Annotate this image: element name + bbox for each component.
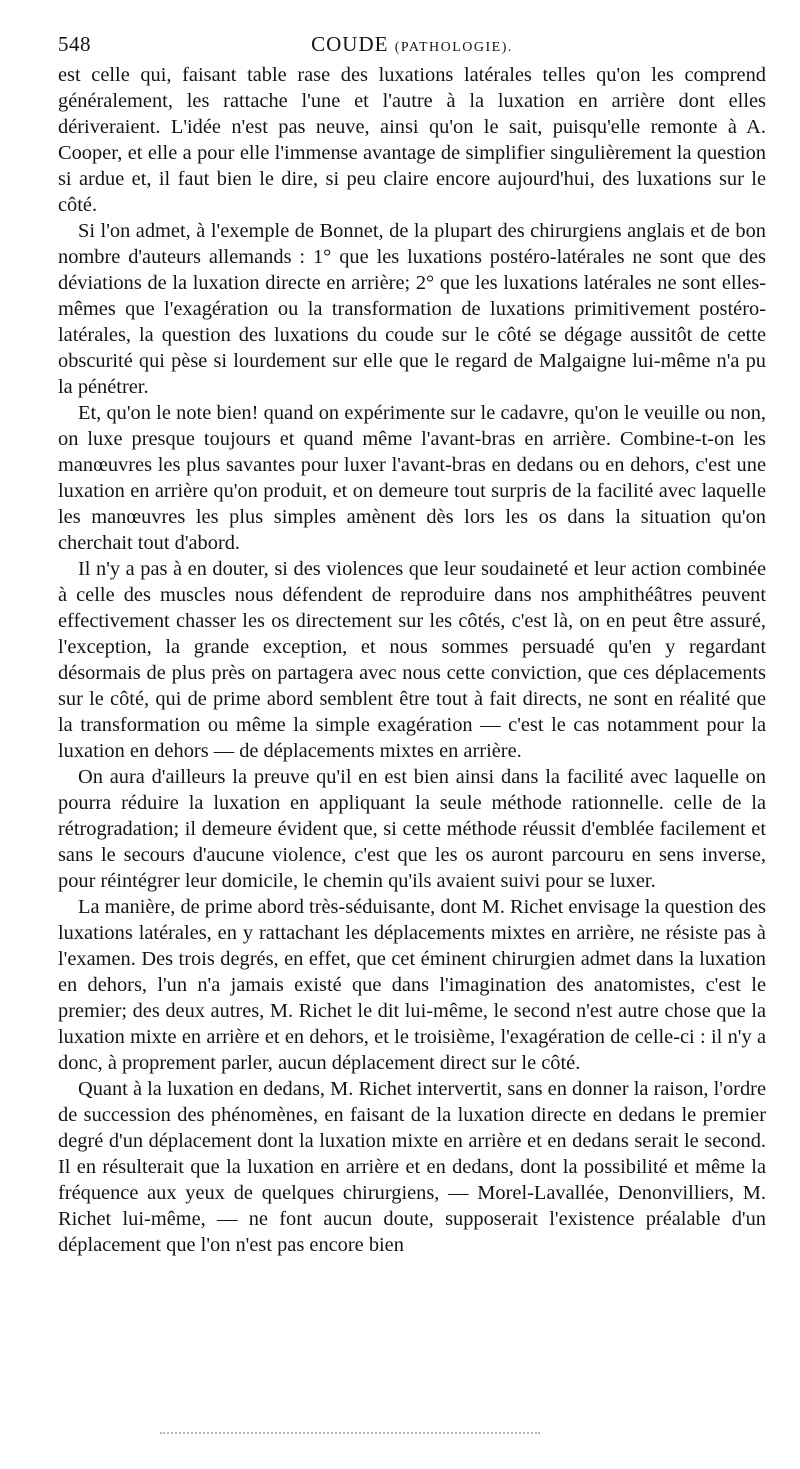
running-title-sub: (PATHOLOGIE).: [394, 40, 513, 55]
book-page: [58, 28, 766, 1258]
paragraph: Il n'y a pas à en douter, si des violences que leur soudaineté et leur action combinée à celle des muscles nous défendent de reproduire dans nos amphithéâtres peuvent effectivement chasser les os directement sur les côtés, c'est là, on en peut être assuré, l'exception, la grande exception, et nous sommes persuadé qu'en y regardant désormais de plus près on partagera avec nous cette conviction, que ces déplacements sur le côté, qui de prime abord semblent être tout à fait directs, ne sont en réalité que la transformation ou même la simple exagération — c'est le cas notamment pour la luxation en dehors — de déplacements mixtes en arrière.: [58, 558, 766, 762]
bleed-through-marks: [160, 1432, 540, 1436]
running-title: [58, 32, 766, 57]
paragraph: On aura d'ailleurs la preuve qu'il en est bien ainsi dans la facilité avec laquelle on pourra réduire la luxation en appliquant la seule méthode rationnelle. celle de la rétrogradation; il demeure évident que, si cette méthode réussit d'emblée facilement et sans le secours d'aucune violence, c'est que les os auront parcouru en sens inverse, pour réintégrer leur domicile, le chemin qu'ils avaient suivi pour se luxer.: [58, 766, 766, 892]
paragraph-continued: est celle qui, faisant table rase des luxations latérales telles qu'on les comprend généralement, les rattache l'une et l'autre à la luxation en arrière dont elles dériveraient. L'idée n'est pas neuve, ainsi qu'on le sait, puisqu'elle remonte à A. Cooper, et elle a pour elle l'immense avantage de simplifier singulièrement la question si ardue et, il faut bien le dire, si peu claire encore aujourd'hui, des luxations sur le côté.: [58, 64, 766, 216]
paragraph: Si l'on admet, à l'exemple de Bonnet, de la plupart des chirurgiens anglais et de bon nombre d'auteurs allemands : 1° que les luxations postéro-latérales ne sont que des déviations de la luxation directe en arrière; 2° que les luxations latérales ne sont elles-mêmes que l'exagération ou la transformation de luxations primitivement postéro-latérales, la question des luxations du coude sur le côté se dégage aussitôt de cette obscurité qui pèse si lourdement sur elle que le regard de Malgaigne lui-même n'a pu la pénétrer.: [58, 220, 766, 398]
page-number: 548: [58, 32, 91, 56]
body-text: [58, 62, 766, 1258]
paragraph: Quant à la luxation en dedans, M. Richet intervertit, sans en donner la raison, l'ordre de succession des phénomènes, en faisant de la luxation directe en dedans le premier degré d'un déplacement dont la luxation mixte en arrière et en dedans serait le second. Il en résulterait que la luxation en arrière et en dedans, dont la possibilité et même la fréquence aux yeux de quelques chirurgiens, — Morel-Lavallée, Denonvilliers, M. Richet lui-même, — ne font aucun doute, supposerait l'existence préalable d'un déplacement que l'on n'est pas encore bien: [58, 1078, 766, 1256]
paragraph: La manière, de prime abord très-séduisante, dont M. Richet envisage la question des luxations latérales, en y rattachant les déplacements mixtes en arrière, ne résiste pas à l'examen. Des trois degrés, en effet, que cet éminent chirurgien admet dans la luxation en dehors, l'un n'a jamais existé que dans l'imagination des anatomistes, c'est le premier; des deux autres, M. Richet le dit lui-même, le second n'est autre chose que la luxation mixte en arrière et en dehors, et le troisième, l'exagération de celle-ci : il n'y a donc, à proprement parler, aucun déplacement direct sur le côté.: [58, 896, 766, 1074]
running-head: [58, 28, 766, 62]
paragraph: Et, qu'on le note bien! quand on expérimente sur le cadavre, qu'on le veuille ou non, on luxe presque toujours et quand même l'avant-bras en arrière. Combine-t-on les manœuvres les plus savantes pour luxer l'avant-bras en dedans ou en dehors, c'est une luxation en arrière qu'on produit, et on demeure tout surpris de la facilité avec laquelle les manœuvres les plus simples amènent dès lors les os dans la situation qu'on cherchait tout d'abord.: [58, 402, 766, 554]
running-title-main: COUDE: [311, 32, 389, 56]
